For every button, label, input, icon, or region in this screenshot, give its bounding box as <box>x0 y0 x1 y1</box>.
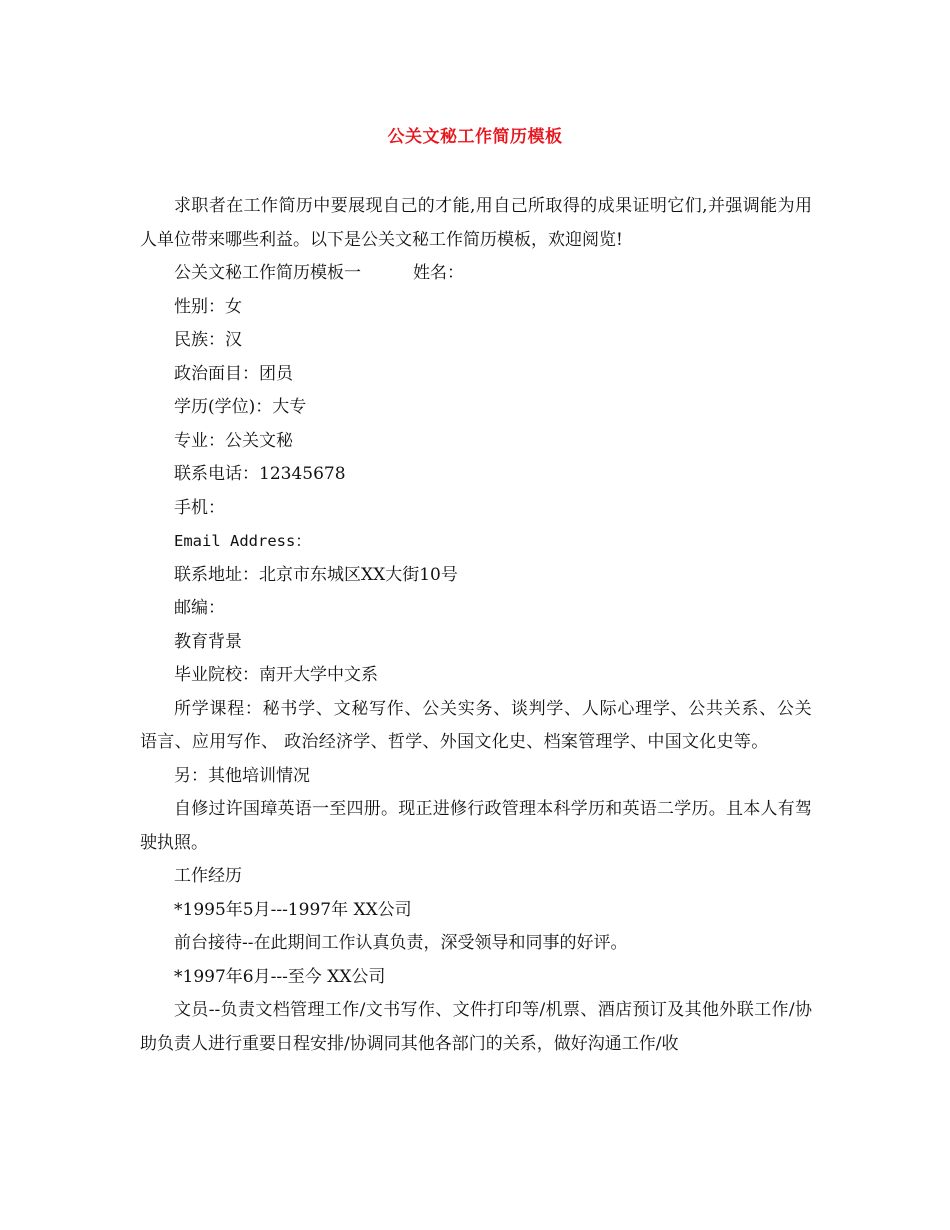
job2-description: 文员--负责文档管理工作/文书写作、文件打印等/机票、酒店预订及其他外联工作/协助负责人进行重要日程安排/协调同其他各部门的关系，做好沟通工作/收 <box>140 1000 812 1054</box>
job1-period: *1995年5月---1997年 XX公司 <box>174 899 412 920</box>
work-heading: 工作经历 <box>174 866 242 886</box>
education-heading: 教育背景 <box>174 631 242 652</box>
name-label: 姓名： <box>413 263 464 283</box>
job2-period: *1997年6月---至今 XX公司 <box>174 966 386 987</box>
ethnicity-line: 民族：汉 <box>174 330 242 350</box>
mobile-line: 手机： <box>174 497 225 518</box>
address-line: 联系地址：北京市东城区XX大街10号 <box>174 564 458 585</box>
courses-paragraph: 所学课程：秘书学、文秘写作、公关实务、谈判学、人际心理学、公共关系、公关语言、应用写作、 政治经济学、哲学、外国文化史、档案管理学、中国文化史等。 <box>140 698 812 752</box>
postcode-line: 邮编： <box>174 598 225 618</box>
training-paragraph: 自修过许国璋英语一至四册。现正进修行政管理本科学历和英语二学历。且本人有驾驶执照。 <box>140 799 812 853</box>
job1-description: 前台接待--在此期间工作认真负责，深受领导和同事的好评。 <box>174 933 628 953</box>
gender-line: 性别：女 <box>174 296 242 317</box>
document-title: 公关文秘工作简历模板 <box>387 127 563 147</box>
document-body <box>140 190 812 1061</box>
training-heading: 另：其他培训情况 <box>174 765 310 786</box>
phone-line: 联系电话：12345678 <box>174 464 346 484</box>
major-line: 专业：公关文秘 <box>174 430 293 451</box>
intro-paragraph: 求职者在工作简历中要展现自己的才能,用自己所取得的成果证明它们,并强调能为用人单位带来哪些利益。以下是公关文秘工作简历模板，欢迎阅览! <box>140 196 812 250</box>
school-line: 毕业院校：南开大学中文系 <box>174 665 378 685</box>
template-heading-line <box>140 257 812 291</box>
email-line: Email Address： <box>174 532 311 550</box>
template-heading: 公关文秘工作简历模板一 <box>174 263 361 283</box>
education-level-line: 学历(学位)：大专 <box>174 397 307 417</box>
political-status-line: 政治面目：团员 <box>174 363 293 384</box>
